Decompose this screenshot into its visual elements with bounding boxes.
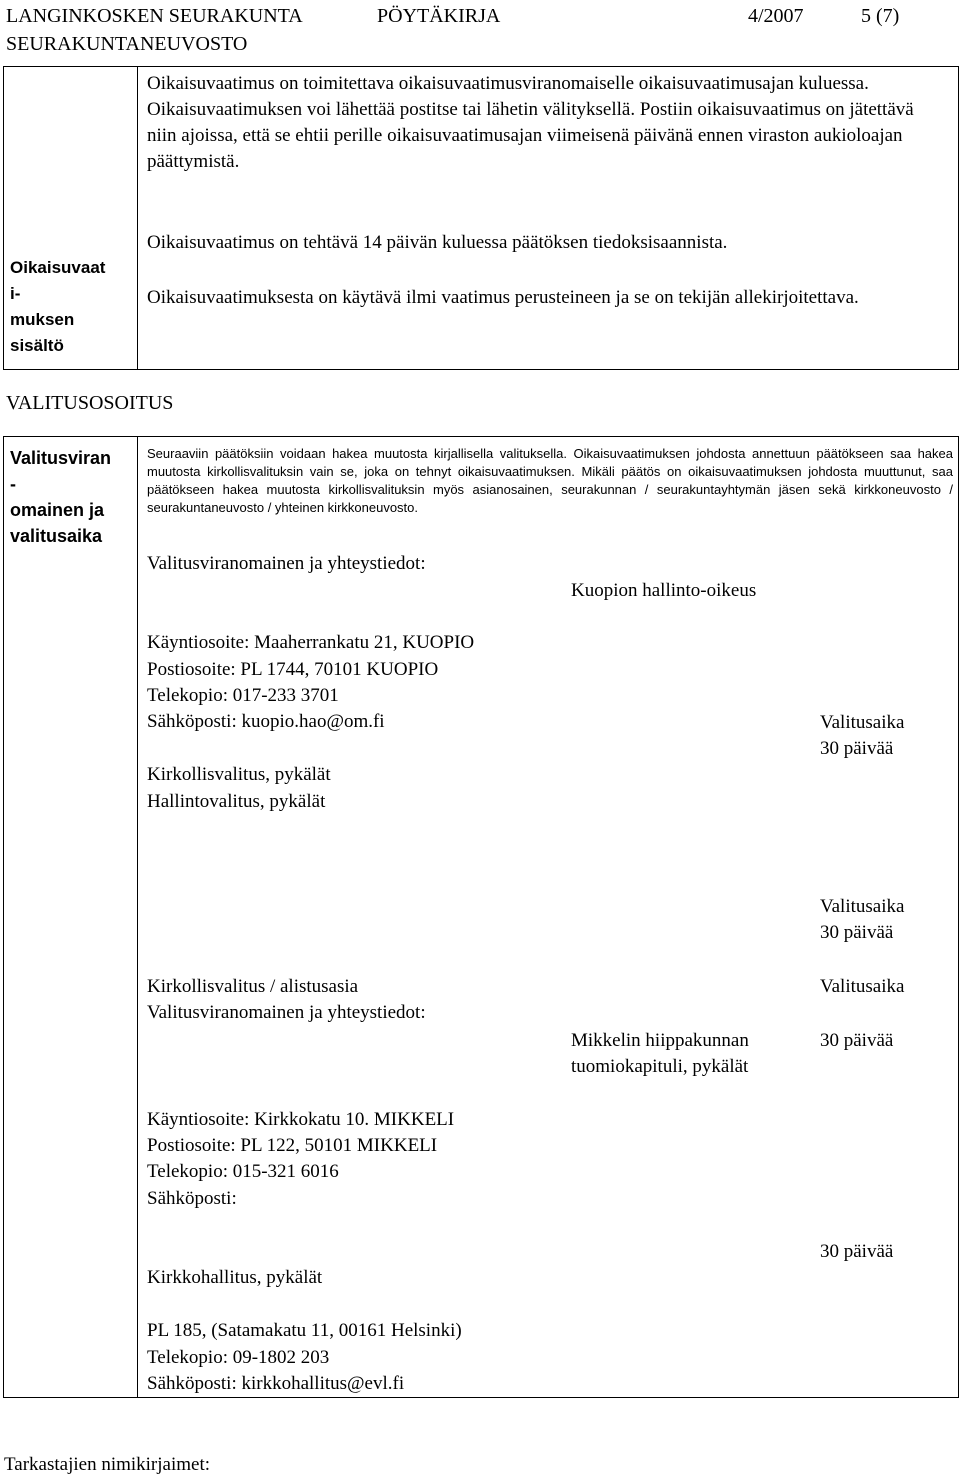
visit-address: Käyntiosoite: Kirkkokatu 10. MIKKELI bbox=[147, 1109, 455, 1130]
appeal-period-days: 30 päivää bbox=[820, 1241, 894, 1262]
authority-name: Kuopion hallinto-oikeus bbox=[571, 580, 757, 601]
page-number: 5 (7) bbox=[861, 5, 900, 27]
org-name: LANGINKOSKEN SEURAKUNTA bbox=[6, 5, 303, 27]
appeal-category: Kirkollisvalitus / alistusasia bbox=[147, 976, 359, 997]
email: Sähköposti: bbox=[147, 1188, 237, 1209]
visit-address: Käyntiosoite: Maaherrankatu 21, KUOPIO bbox=[147, 632, 475, 653]
label-line: valitusaika bbox=[10, 526, 103, 546]
document-type: PÖYTÄKIRJA bbox=[377, 5, 501, 27]
reviewers-initials-label: Tarkastajien nimikirjaimet: bbox=[4, 1454, 211, 1475]
email: Sähköposti: kirkkohallitus@evl.fi bbox=[147, 1373, 405, 1394]
appeal-period-label: Valitusaika bbox=[820, 712, 905, 733]
label-line: sisältö bbox=[10, 336, 64, 355]
postal-address: PL 185, (Satamakatu 11, 00161 Helsinki) bbox=[147, 1320, 462, 1341]
appeal-period-days: 30 päivää bbox=[820, 738, 894, 759]
postal-address: Postiosoite: PL 1744, 70101 KUOPIO bbox=[147, 659, 439, 680]
appeal-authority-box bbox=[3, 436, 959, 1398]
appeal-instructions-heading: VALITUSOSOITUS bbox=[6, 392, 174, 414]
appeal-type: Hallintovalitus, pykälät bbox=[147, 791, 326, 812]
appeal-type: Kirkollisvalitus, pykälät bbox=[147, 764, 331, 785]
rectification-content-label bbox=[10, 255, 105, 359]
label-line: - bbox=[10, 474, 16, 494]
fax: Telekopio: 09-1802 203 bbox=[147, 1347, 330, 1368]
authority-name: Mikkelin hiippakunnan bbox=[571, 1030, 749, 1051]
authority-contact-label: Valitusviranomainen ja yhteystiedot: bbox=[147, 1002, 426, 1023]
column-divider bbox=[137, 436, 138, 1398]
appeal-period-label: Valitusaika bbox=[820, 896, 905, 917]
rectification-deadline-text: Oikaisuvaatimus on tehtävä 14 päivän kuluessa päätöksen tiedoksisaannista. bbox=[147, 232, 728, 253]
appeal-period-label: Valitusaika bbox=[820, 976, 905, 997]
label-line: Valitusviran bbox=[10, 448, 112, 468]
label-line: i- bbox=[10, 284, 21, 303]
authority-name: Kirkkohallitus, pykälät bbox=[147, 1267, 323, 1288]
fax: Telekopio: 015-321 6016 bbox=[147, 1161, 339, 1182]
postal-address: Postiosoite: PL 122, 50101 MIKKELI bbox=[147, 1135, 438, 1156]
appeal-period-days: 30 päivää bbox=[820, 1030, 894, 1051]
authority-contact-label: Valitusviranomainen ja yhteystiedot: bbox=[147, 553, 426, 574]
body-name: SEURAKUNTANEUVOSTO bbox=[6, 33, 248, 55]
column-divider bbox=[137, 66, 138, 370]
appeal-intro-text: Seuraaviin päätöksiin voidaan hakea muutosta kirjallisella valituksella. Oikaisuvaatimuksen johdosta annettuun päätökseen saa hakea muutosta kirkollisvalituksin vain se, joka on tehnyt oikaisuvaatimuksen. Mikäli päätös on oikaisuvaatimuksen johdosta muuttunut, saa päätökseen hakea muutosta kirkollisvalituksin myös asianosainen, seurakunnan / seurakuntayhtymän jäsen sekä kirkkoneuvosto / seurakuntaneuvosto / yhteinen kirkkoneuvosto. bbox=[147, 446, 953, 515]
appeal-authority-label bbox=[10, 445, 111, 549]
email: Sähköposti: kuopio.hao@om.fi bbox=[147, 711, 385, 732]
authority-name: tuomiokapituli, pykälät bbox=[571, 1056, 749, 1077]
rectification-delivery-text: Oikaisuvaatimus on toimitettava oikaisuvaatimusviranomaiselle oikaisuvaatimusajan kuluessa. Oikaisuvaatimuksen voi lähettää postitse tai lähetin välityksellä. Postiin oikaisuvaatimus on jätettävä niin ajoissa, että se ehtii perille oikaisuvaatimusajan viimeisenä päivänä ennen viraston aukioloajan päättymistä. bbox=[147, 73, 914, 172]
rectification-requirements-text: Oikaisuvaatimuksesta on käytävä ilmi vaatimus perusteineen ja se on tekijän allekirjoitettava. bbox=[147, 287, 859, 308]
label-line: Oikaisuvaat bbox=[10, 258, 106, 277]
label-line: omainen ja bbox=[10, 500, 105, 520]
appeal-period-days: 30 päivää bbox=[820, 922, 894, 943]
fax: Telekopio: 017-233 3701 bbox=[147, 685, 339, 706]
document-number: 4/2007 bbox=[748, 5, 804, 27]
label-line: muksen bbox=[10, 310, 75, 329]
